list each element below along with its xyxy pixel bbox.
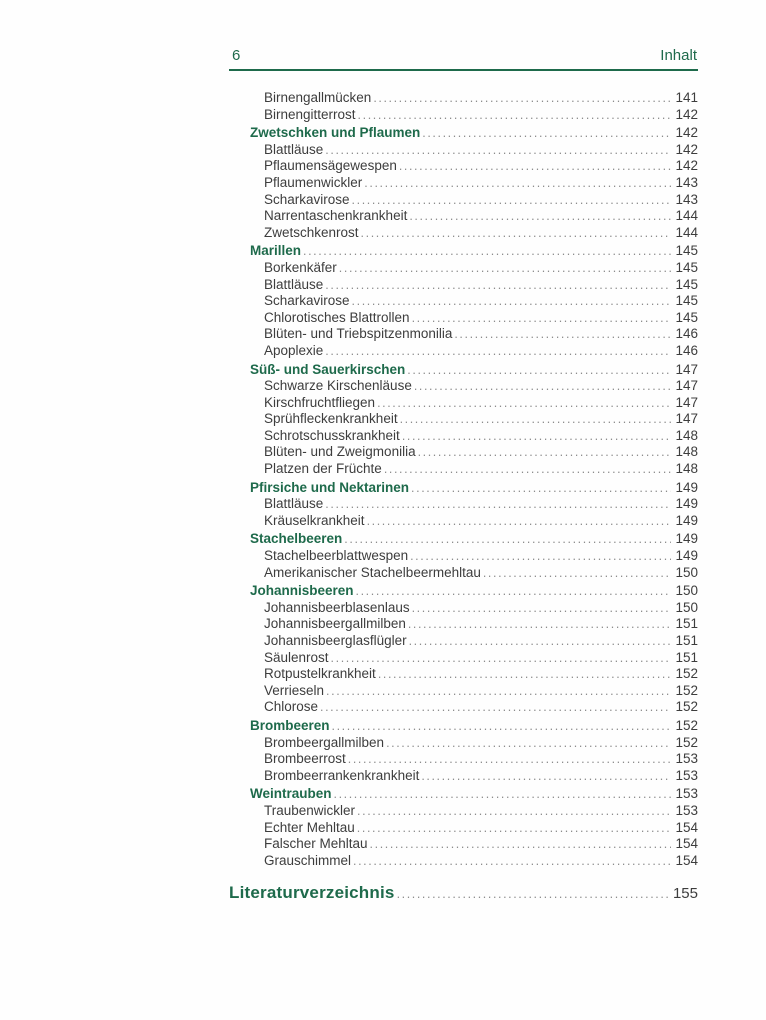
toc-entry-page: 149 bbox=[675, 548, 698, 564]
toc-row bbox=[229, 310, 698, 327]
toc-row bbox=[229, 820, 698, 837]
toc-entry-page: 150 bbox=[675, 564, 698, 580]
toc-row bbox=[229, 125, 698, 142]
toc-entry-label: Apoplexie bbox=[264, 342, 324, 358]
toc-entry-label: Pflaumenwickler bbox=[264, 174, 363, 190]
toc-row bbox=[229, 836, 698, 853]
toc-entry-label: Johannisbeeren bbox=[250, 583, 354, 599]
toc-entry-label: Johannisbeerglasflügler bbox=[264, 633, 407, 648]
toc-entry-page: 147 bbox=[675, 411, 698, 427]
toc-entry-label: Säulenrost bbox=[264, 649, 329, 665]
toc-entry-page: 152 bbox=[675, 734, 698, 750]
toc-entry-label: Süß- und Sauerkirschen bbox=[250, 361, 406, 377]
toc-entry-page: 147 bbox=[675, 394, 698, 410]
toc-entry-page: 147 bbox=[675, 361, 698, 377]
dot-leader bbox=[348, 751, 671, 768]
toc-entry-page: 154 bbox=[675, 819, 698, 835]
toc-entry-page: 151 bbox=[675, 633, 698, 648]
dot-leader bbox=[378, 666, 671, 683]
dot-leader bbox=[407, 362, 671, 379]
toc-row bbox=[229, 362, 698, 379]
toc-entry-page: 149 bbox=[675, 512, 698, 528]
toc-entry-label: Amerikanischer Stachelbeermehltau bbox=[264, 564, 481, 580]
toc-entry-label: Borkenkäfer bbox=[264, 259, 337, 275]
dot-leader bbox=[352, 293, 671, 310]
toc-row bbox=[229, 666, 698, 683]
toc-entry-page: 146 bbox=[675, 342, 698, 358]
toc-row bbox=[229, 411, 698, 428]
toc-entry-page: 149 bbox=[675, 531, 698, 547]
dot-leader bbox=[422, 125, 671, 142]
toc-row bbox=[229, 548, 698, 565]
toc-entry-page: 150 bbox=[675, 583, 698, 599]
dot-leader bbox=[320, 699, 671, 716]
toc-row bbox=[229, 768, 698, 785]
toc-entry-label: Blüten- und Zweigmonilia bbox=[264, 444, 416, 460]
toc-entry-label: Marillen bbox=[250, 243, 302, 259]
toc-row bbox=[229, 882, 698, 905]
toc-entry-label: Pfirsiche und Nektarinen bbox=[250, 479, 410, 495]
toc-entry-page: 152 bbox=[675, 666, 698, 682]
toc-entry-label: Chlorose bbox=[264, 699, 319, 715]
toc-row bbox=[229, 326, 698, 343]
toc-entry-label: Scharkavirose bbox=[264, 191, 350, 207]
toc-entry-label: Chlorotisches Blattrollen bbox=[264, 309, 410, 325]
dot-leader bbox=[421, 768, 671, 785]
toc-entry-page: 145 bbox=[675, 276, 698, 292]
toc-row bbox=[229, 378, 698, 395]
dot-leader bbox=[357, 803, 671, 820]
dot-leader bbox=[358, 107, 671, 124]
toc-row bbox=[229, 175, 698, 192]
toc-row bbox=[229, 650, 698, 667]
dot-leader bbox=[373, 90, 671, 107]
toc-entry-label: Brombeerrost bbox=[264, 751, 346, 767]
toc-row bbox=[229, 142, 698, 159]
toc-row bbox=[229, 208, 698, 225]
toc-row bbox=[229, 735, 698, 752]
toc-row bbox=[229, 444, 698, 461]
dot-leader bbox=[412, 310, 671, 327]
toc-entry-page: 154 bbox=[675, 852, 698, 868]
toc-row bbox=[229, 480, 698, 497]
toc-list bbox=[229, 71, 698, 905]
toc-entry-page: 150 bbox=[675, 599, 698, 615]
dot-leader bbox=[352, 192, 671, 209]
toc-row bbox=[229, 496, 698, 513]
dot-leader bbox=[377, 395, 671, 412]
toc-entry-label: Grauschimmel bbox=[264, 852, 352, 868]
toc-entry-page: 143 bbox=[675, 191, 698, 207]
toc-row bbox=[229, 718, 698, 735]
toc-row bbox=[229, 531, 698, 548]
dot-leader bbox=[332, 718, 671, 735]
dot-leader bbox=[325, 343, 671, 360]
toc-entry-page: 145 bbox=[675, 293, 698, 309]
toc-entry-label: Johannisbeerblasenlaus bbox=[264, 599, 410, 615]
toc-entry-label: Platzen der Früchte bbox=[264, 461, 382, 477]
toc-entry-label: Blattläuse bbox=[264, 141, 324, 157]
toc-entry-page: 143 bbox=[675, 174, 698, 190]
dot-leader bbox=[370, 836, 671, 853]
dot-leader bbox=[384, 461, 671, 478]
toc-entry-label: Blattläuse bbox=[264, 496, 324, 512]
toc-row bbox=[229, 395, 698, 412]
toc-row bbox=[229, 428, 698, 445]
page-header bbox=[229, 47, 698, 71]
dot-leader bbox=[412, 600, 671, 617]
toc-entry-page: 153 bbox=[675, 751, 698, 767]
toc-row bbox=[229, 293, 698, 310]
dot-leader bbox=[357, 820, 671, 837]
toc-row bbox=[229, 107, 698, 124]
toc-entry-page: 145 bbox=[675, 259, 698, 275]
dot-leader bbox=[353, 853, 671, 870]
toc-entry-page: 146 bbox=[675, 326, 698, 342]
toc-entry-page: 149 bbox=[675, 496, 698, 512]
toc-row bbox=[229, 343, 698, 360]
toc-entry-page: 145 bbox=[675, 309, 698, 325]
toc-entry-page: 141 bbox=[675, 90, 698, 105]
toc-entry-page: 145 bbox=[675, 243, 698, 259]
toc-entry-label: Literaturverzeichnis bbox=[229, 883, 395, 903]
dot-leader bbox=[400, 411, 671, 428]
toc-row bbox=[229, 751, 698, 768]
toc-entry-label: Schwarze Kirschenläuse bbox=[264, 378, 412, 394]
dot-leader bbox=[408, 616, 671, 633]
toc-entry-label: Scharkavirose bbox=[264, 293, 350, 309]
toc-entry-label: Kirschfruchtfliegen bbox=[264, 394, 376, 410]
toc-entry-label: Stachelbeerblattwespen bbox=[264, 548, 409, 564]
dot-leader bbox=[410, 548, 671, 565]
dot-leader bbox=[326, 683, 671, 700]
toc-row bbox=[229, 192, 698, 209]
toc-entry-page: 153 bbox=[675, 786, 698, 802]
toc-row bbox=[229, 583, 698, 600]
toc-entry-page: 153 bbox=[675, 802, 698, 818]
toc-entry-label: Brombeerrankenkrankheit bbox=[264, 767, 420, 783]
toc-entry-label: Zwetschkenrost bbox=[264, 224, 359, 240]
dot-leader bbox=[411, 480, 671, 497]
toc-entry-label: Stachelbeeren bbox=[250, 531, 343, 547]
dot-leader bbox=[334, 786, 671, 803]
toc-row bbox=[229, 225, 698, 242]
dot-leader bbox=[399, 158, 671, 175]
toc-row bbox=[229, 513, 698, 530]
toc-entry-page: 152 bbox=[675, 717, 698, 733]
toc-row bbox=[229, 853, 698, 870]
toc-entry-label: Johannisbeergallmilben bbox=[264, 616, 406, 632]
header-title: Inhalt bbox=[660, 47, 697, 64]
dot-leader bbox=[364, 175, 671, 192]
dot-leader bbox=[386, 735, 671, 752]
toc-entry-page: 142 bbox=[675, 106, 698, 122]
toc-entry-label: Blüten- und Triebspitzenmonilia bbox=[264, 326, 453, 342]
toc-entry-label: Brombeeren bbox=[250, 717, 330, 733]
toc-entry-label: Schrotschusskrankheit bbox=[264, 427, 400, 443]
toc-entry-page: 148 bbox=[675, 461, 698, 477]
toc-entry-label: Birnengitterrost bbox=[264, 106, 356, 122]
toc-entry-page: 148 bbox=[675, 427, 698, 443]
dot-leader bbox=[325, 277, 671, 294]
toc-entry-page: 155 bbox=[672, 885, 698, 903]
dot-leader bbox=[303, 243, 671, 260]
toc-entry-page: 151 bbox=[675, 616, 698, 632]
toc-entry-label: Echter Mehltau bbox=[264, 819, 355, 835]
toc-row bbox=[229, 683, 698, 700]
toc-entry-label: Narrentaschenkrankheit bbox=[264, 208, 408, 224]
toc-entry-label: Sprühfleckenkrankheit bbox=[264, 411, 398, 427]
toc-row bbox=[229, 633, 698, 650]
page-content bbox=[229, 47, 698, 905]
dot-leader bbox=[454, 326, 671, 343]
toc-row bbox=[229, 803, 698, 820]
toc-entry-label: Brombeergallmilben bbox=[264, 734, 385, 750]
toc-entry-page: 152 bbox=[675, 699, 698, 715]
toc-row bbox=[229, 90, 698, 107]
dot-leader bbox=[402, 428, 671, 445]
toc-row bbox=[229, 260, 698, 277]
dot-leader bbox=[483, 565, 671, 582]
toc-entry-page: 147 bbox=[675, 378, 698, 394]
toc-entry-label: Traubenwickler bbox=[264, 802, 356, 818]
toc-entry-page: 142 bbox=[675, 125, 698, 141]
toc-row bbox=[229, 243, 698, 260]
toc-entry-page: 152 bbox=[675, 682, 698, 698]
toc-row bbox=[229, 565, 698, 582]
toc-entry-label: Blattläuse bbox=[264, 276, 324, 292]
dot-leader bbox=[325, 142, 671, 159]
toc-entry-page: 154 bbox=[675, 836, 698, 852]
dot-leader bbox=[331, 650, 671, 667]
dot-leader bbox=[418, 444, 671, 461]
dot-leader bbox=[344, 531, 671, 548]
toc-entry-page: 148 bbox=[675, 444, 698, 460]
toc-entry-page: 149 bbox=[675, 479, 698, 495]
dot-leader bbox=[409, 633, 671, 650]
toc-row bbox=[229, 158, 698, 175]
toc-entry-label: Rotpustelkrankheit bbox=[264, 666, 376, 682]
toc-entry-page: 153 bbox=[675, 767, 698, 783]
page-number: 6 bbox=[232, 47, 241, 64]
toc-row bbox=[229, 277, 698, 294]
dot-leader bbox=[339, 260, 671, 277]
toc-entry-page: 144 bbox=[675, 224, 698, 240]
toc-entry-label: Falscher Mehltau bbox=[264, 836, 368, 852]
toc-entry-label: Weintrauben bbox=[250, 786, 332, 802]
toc-row bbox=[229, 699, 698, 716]
toc-row bbox=[229, 786, 698, 803]
toc-entry-label: Kräuselkrankheit bbox=[264, 512, 365, 528]
toc-entry-label: Zwetschken und Pflaumen bbox=[250, 125, 421, 141]
dot-leader bbox=[367, 513, 671, 530]
toc-entry-page: 142 bbox=[675, 158, 698, 174]
toc-entry-page: 151 bbox=[675, 649, 698, 665]
toc-entry-label: Birnengallmücken bbox=[264, 90, 372, 105]
dot-leader bbox=[356, 583, 671, 600]
toc-entry-page: 142 bbox=[675, 141, 698, 157]
toc-entry-label: Verrieseln bbox=[264, 682, 325, 698]
toc-row bbox=[229, 616, 698, 633]
toc-entry-label: Pflaumensägewespen bbox=[264, 158, 397, 174]
dot-leader bbox=[397, 882, 670, 905]
dot-leader bbox=[361, 225, 671, 242]
dot-leader bbox=[414, 378, 671, 395]
toc-row bbox=[229, 600, 698, 617]
toc-row bbox=[229, 461, 698, 478]
dot-leader bbox=[409, 208, 671, 225]
toc-entry-page: 144 bbox=[675, 208, 698, 224]
dot-leader bbox=[325, 496, 671, 513]
